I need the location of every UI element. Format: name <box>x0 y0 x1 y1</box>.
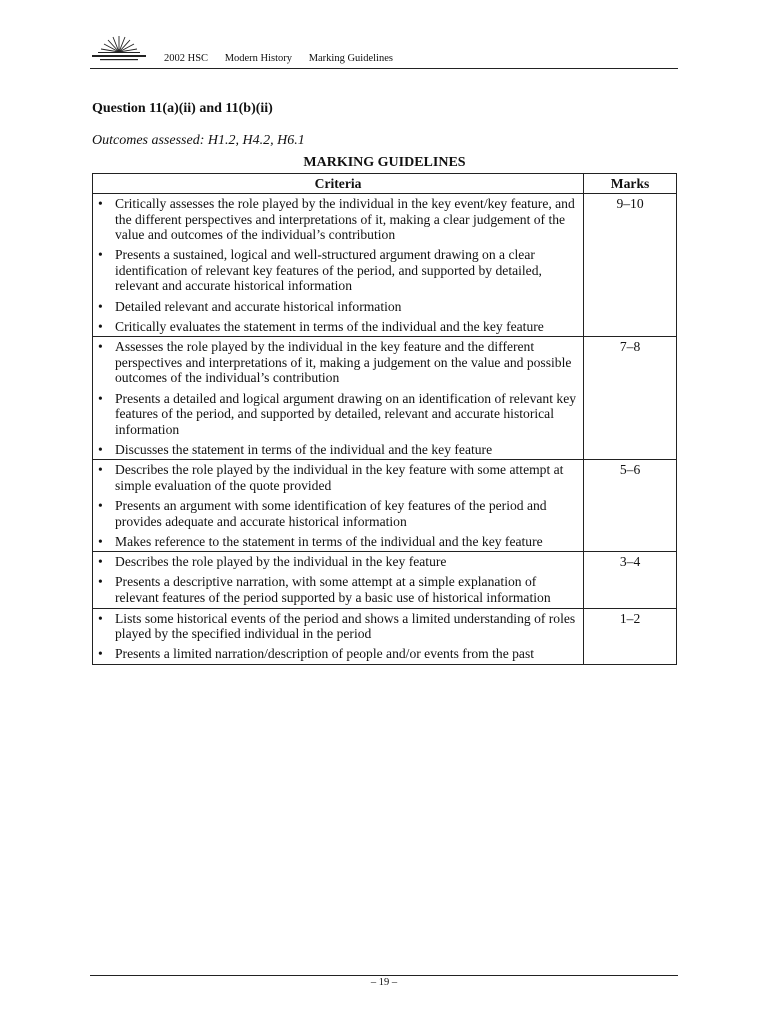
header-subject: Modern History <box>224 53 293 64</box>
marks-cell: 5–6 <box>584 460 677 552</box>
criteria-item: • Assesses the role played by the individual in the key feature and the different perspectives and interpretations of it, making a judgement on the value and possible outcomes of the individual’s contribution <box>97 339 579 386</box>
table-row <box>93 460 677 552</box>
criteria-item: • Critically evaluates the statement in terms of the individual and the key feature <box>97 319 579 335</box>
criteria-item: • Discusses the statement in terms of the individual and the key feature <box>97 442 579 458</box>
criteria-item: • Makes reference to the statement in terms of the individual and the key feature <box>97 534 579 550</box>
header-text <box>164 53 407 64</box>
criteria-header: Criteria <box>93 174 584 194</box>
criteria-list <box>97 339 579 457</box>
header-exam: 2002 HSC <box>164 53 209 64</box>
table-row <box>93 608 677 664</box>
criteria-item: • Detailed relevant and accurate historical information <box>97 299 579 315</box>
criteria-cell <box>93 552 584 608</box>
header-doc-type: Marking Guidelines <box>308 53 393 64</box>
criteria-item: • Presents an argument with some identification of key features of the period and provides adequate and accurate historical information <box>97 498 579 529</box>
criteria-item: • Presents a limited narration/description of people and/or events from the past <box>97 646 579 662</box>
page-header <box>90 34 678 69</box>
marks-cell: 3–4 <box>584 552 677 608</box>
criteria-item: • Critically assesses the role played by the individual in the key event/key feature, and the different perspectives and interpretations of it, making a clear judgement of the value and outcomes of the individual’s contribution <box>97 196 579 243</box>
marks-header: Marks <box>584 174 677 194</box>
table-header-row <box>93 174 677 194</box>
criteria-cell <box>93 460 584 552</box>
criteria-list <box>97 611 579 662</box>
marks-cell: 7–8 <box>584 337 677 460</box>
criteria-item: • Presents a sustained, logical and well-structured argument drawing on a clear identification of relevant key features of the period, and supported by detailed, relevant and accurate historical information <box>97 247 579 294</box>
marks-cell: 9–10 <box>584 194 677 337</box>
board-of-studies-logo <box>90 34 148 66</box>
criteria-item: • Presents a detailed and logical argument drawing on an identification of relevant key features of the period, and supported by detailed, relevant and accurate historical information <box>97 391 579 438</box>
question-title: Question 11(a)(ii) and 11(b)(ii) <box>92 101 273 116</box>
table-row <box>93 337 677 460</box>
footer-rule <box>90 975 678 976</box>
criteria-cell <box>93 337 584 460</box>
criteria-cell <box>93 194 584 337</box>
marks-cell: 1–2 <box>584 608 677 664</box>
table-row <box>93 194 677 337</box>
criteria-list <box>97 554 579 605</box>
criteria-item: • Describes the role played by the individual in the key feature <box>97 554 579 570</box>
table-row <box>93 552 677 608</box>
table-body <box>93 194 677 665</box>
page-number: – 19 – <box>370 977 398 988</box>
criteria-item: • Presents a descriptive narration, with some attempt at a simple explanation of relevant features of the period supported by a basic use of historical information <box>97 574 579 605</box>
marking-guidelines-table <box>92 173 677 665</box>
criteria-cell <box>93 608 584 664</box>
marking-guidelines-title: MARKING GUIDELINES <box>303 155 466 170</box>
criteria-list <box>97 196 579 334</box>
criteria-item: • Lists some historical events of the period and shows a limited understanding of roles played by the specified individual in the period <box>97 611 579 642</box>
criteria-item: • Describes the role played by the individual in the key feature with some attempt at simple evaluation of the quote provided <box>97 462 579 493</box>
outcomes-assessed: Outcomes assessed: H1.2, H4.2, H6.1 <box>92 133 305 148</box>
criteria-list <box>97 462 579 549</box>
